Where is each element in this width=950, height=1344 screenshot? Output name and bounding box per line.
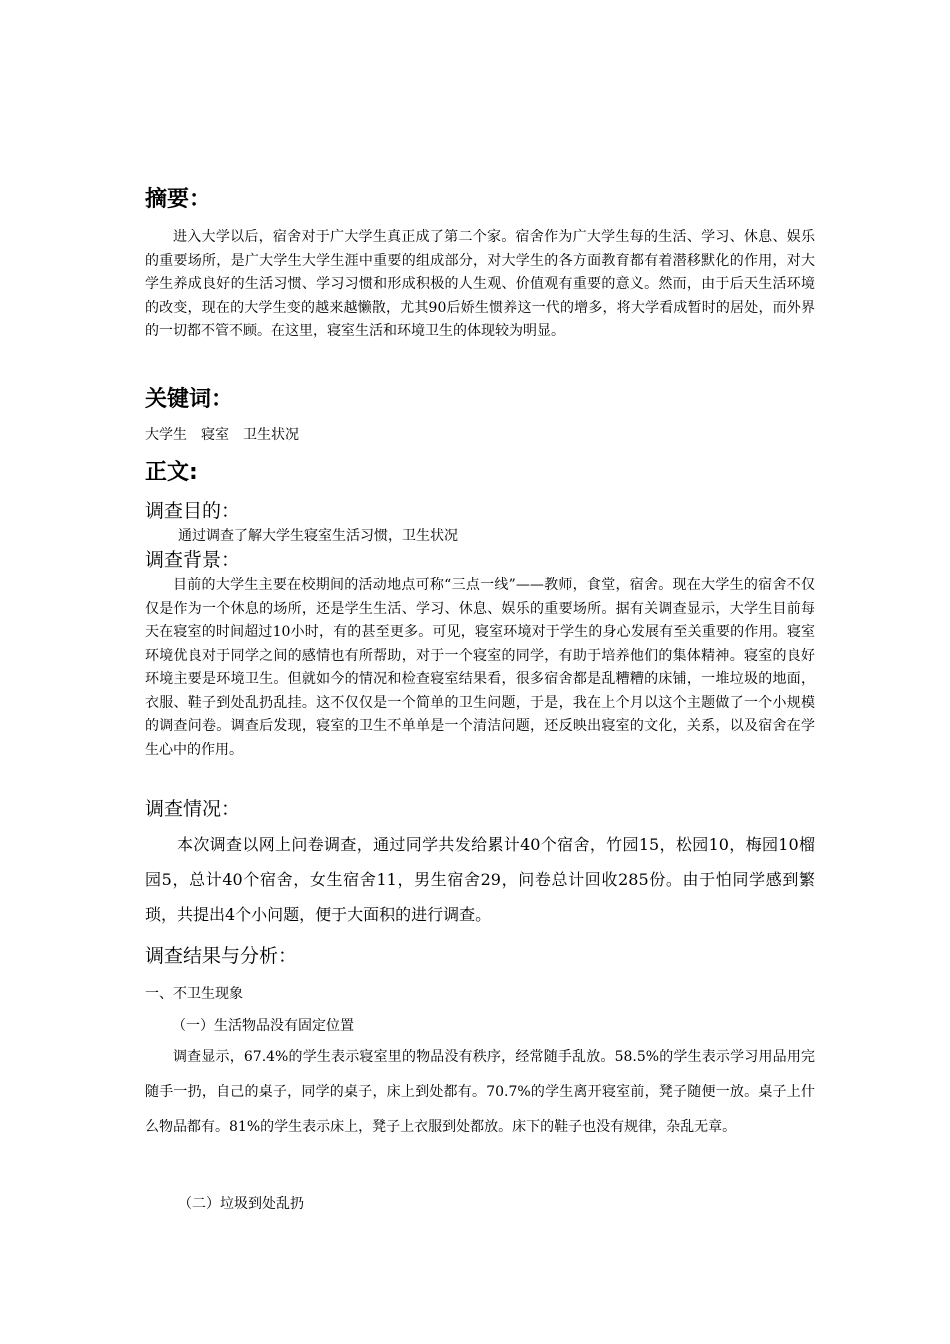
background-heading: 调查背景： bbox=[145, 549, 241, 571]
body-heading: 正文: bbox=[145, 460, 198, 485]
background-paragraph: 目前的大学生主要在校期间的活动地点可称“三点一线”——教师，食堂，宿舍。现在大学生的宿舍不仅仅是作为一个休息的场所，还是学生生活、学习、休息、娱乐的重要场所。据有关调查显示，大学生目前每天在寝室的时间超过10小时，有的甚至更多。可见，寝室环境对于学生的身心发展有至关重要的作用。寝室环境优良对于同学之间的感情也有所帮助，对于一个寝室的同学，有助于培养他们的集体精神。寝室的良好环境主要是环境卫生。但就如今的情况和检查寝室结果看，很多宿舍都是乱糟糟的床铺，一堆垃圾的地面，衣服、鞋子到处乱扔乱挂。这不仅仅是一个简单的卫生问题，于是，我在上个月以这个主题做了一个小规模的调查问卷。调查后发现，寝室的卫生不单单是一个清洁问题，还反映出寝室的文化，关系，以及宿舍在学生心中的作用。 bbox=[145, 577, 815, 758]
keywords-heading: 关键词： bbox=[145, 387, 234, 412]
results-heading: 调查结果与分析： bbox=[145, 945, 298, 967]
subsection-heading-1: （一）生活物品没有固定位置 bbox=[172, 1018, 354, 1034]
purpose-text: 通过调查了解大学生寝室生活习惯，卫生状况 bbox=[178, 528, 458, 544]
keywords-text: 大学生 寝室 卫生状况 bbox=[145, 427, 299, 443]
subsection-heading-2: （二）垃圾到处乱扔 bbox=[178, 1196, 304, 1212]
abstract-paragraph: 进入大学以后，宿舍对于广大学生真正成了第二个家。宿舍作为广大学生每的生活、学习、休息、娱乐的重要场所，是广大学生大学生涯中重要的组成部分，对大学生的各方面教育都有着潜移默化的作用，对大学生养成良好的生活习惯、学习习惯和形成积极的人生观、价值观有重要的意义。然而，由于后天生活环境的改变，现在的大学生变的越来越懒散，尤其90后娇生惯养这一代的增多，将大学看成暂时的居处，而外界的一切都不管不顾。在这里，寝室生活和环境卫生的体现较为明显。 bbox=[145, 229, 815, 339]
section-heading-1: 一、不卫生现象 bbox=[145, 986, 243, 1002]
situation-paragraph: 本次调查以网上问卷调查，通过同学共发给累计40个宿舍，竹园15，松园10，梅园10榴园5，总计40个宿舍，女生宿舍11，男生宿舍29，问卷总计回收285份。由于怕同学感到繁琐，共提出4个小问题，便于大面积的进行调查。 bbox=[145, 835, 815, 924]
purpose-heading: 调查目的： bbox=[145, 500, 241, 522]
abstract-heading: 摘要： bbox=[145, 187, 212, 212]
situation-heading: 调查情况： bbox=[145, 798, 241, 820]
subsection-1-paragraph: 调查显示，67.4%的学生表示寝室里的物品没有秩序，经常随手乱放。58.5%的学生表示学习用品用完随手一扔，自己的桌子，同学的桌子，床上到处都有。70.7%的学生离开寝室前，凳子随便一放。桌子上什么物品都有。81%的学生表示床上，凳子上衣服到处都放。床下的鞋子也没有规律，杂乱无章。 bbox=[145, 1049, 815, 1135]
